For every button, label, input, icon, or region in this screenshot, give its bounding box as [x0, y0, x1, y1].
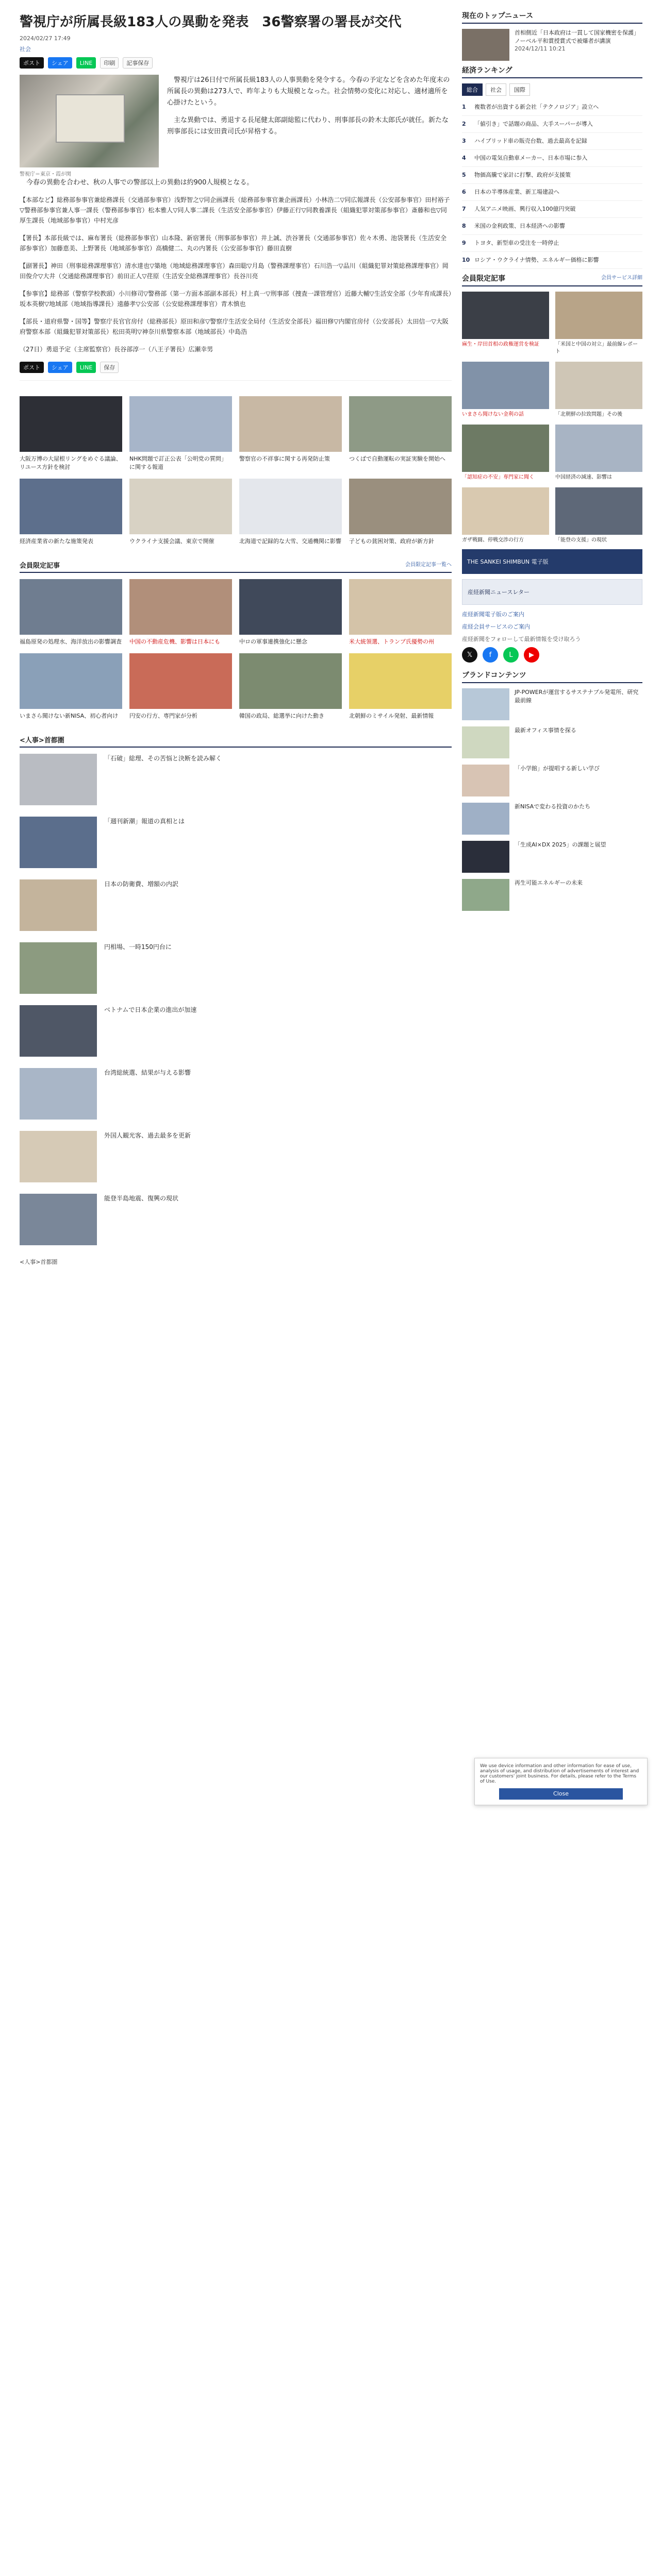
- roster-paragraph: 【部長・道府県警・国等】警察庁長官官房付（総務部長）原田和彦▽警察庁生活安全局付（生活安全部長）福田修▽内閣官房付（公安部長）太田信一▽大阪府警察本部（組織犯罪対策部長）松田英明▽神奈川県警察本部（地域部長）中島浩: [20, 318, 449, 335]
- ranking-item[interactable]: 4 中国の電気自動車メーカー、日本市場に参入: [462, 150, 642, 167]
- side-member-card[interactable]: ガザ戦闘、停戦交渉の行方: [462, 487, 549, 544]
- lead-text: [167, 75, 452, 177]
- footer-note: <人事>首都圏: [20, 1259, 58, 1265]
- ranking-heading: 経済ランキング: [462, 65, 642, 78]
- ranking-item[interactable]: 3 ハイブリッド車の販売台数、過去最高を記録: [462, 133, 642, 150]
- facebook-icon[interactable]: f: [483, 647, 498, 663]
- save-button[interactable]: 記事保存: [123, 57, 153, 69]
- photo-caption: 警視庁＝東京・霞が関: [20, 172, 71, 177]
- facebook-share-button[interactable]: シェア: [48, 362, 72, 373]
- list-item[interactable]: 「週刊新潮」報道の真相とは: [20, 817, 452, 868]
- facebook-share-button[interactable]: シェア: [48, 57, 72, 69]
- ranking-item[interactable]: 1 複数者が出資する新会社「テクノロジア」設立へ: [462, 99, 642, 116]
- cookie-text: We use device information and other information for ease of use, analysis of usage, and distribution of advertisements of interest and our customers' joint business. For details, please refer to the Terms of Use.: [480, 1764, 639, 1784]
- cookie-notice: [474, 1758, 648, 1805]
- side-member-card[interactable]: いまさら聞けない金利の話: [462, 362, 549, 418]
- tab-international[interactable]: 国際: [509, 83, 530, 96]
- member-guide-link[interactable]: 産経会員サービスのご案内: [462, 623, 530, 630]
- x-share-button[interactable]: ポスト: [20, 362, 44, 373]
- side-member-card[interactable]: 「認知症の不安」専門家に聞く: [462, 425, 549, 481]
- members-more-link[interactable]: 会員限定記事一覧へ: [405, 562, 452, 568]
- related-card[interactable]: 警察官の不祥事に関する再発防止策: [239, 396, 342, 471]
- list-item[interactable]: 日本の防衛費、増額の内訳: [20, 879, 452, 931]
- list-item[interactable]: 「石破」総理、その苦悩と決断を読み解く: [20, 754, 452, 805]
- side-members-grid: [462, 292, 642, 544]
- ranking-list: [462, 99, 642, 269]
- member-card[interactable]: 中ロの軍事連携強化に懸念: [239, 579, 342, 646]
- roster: [20, 195, 452, 354]
- article-tag[interactable]: 社会: [20, 46, 31, 53]
- topnews-item[interactable]: 首相側近「日本政府は一貫して国家機密を保護」ノーベル平和賞授賞式で被爆者が講演 2024/12/11 10:21: [462, 29, 642, 61]
- x-icon[interactable]: 𝕏: [462, 647, 477, 663]
- related-grid: [20, 396, 452, 546]
- side-member-card[interactable]: 麻生・岸田首相の政権運営を検証: [462, 292, 549, 355]
- pr-heading: ブランドコンテンツ: [462, 670, 642, 683]
- list-item[interactable]: 能登半島地震、復興の現状: [20, 1194, 452, 1245]
- line-share-button[interactable]: LINE: [76, 57, 96, 69]
- article-body: [20, 177, 452, 189]
- members-heading: 会員限定記事 会員限定記事一覧へ: [20, 560, 452, 573]
- article-date: 2024/02/27 17:49: [20, 35, 71, 42]
- topnews-heading: 現在のトップニュース: [462, 10, 642, 24]
- pr-item[interactable]: 最新オフィス事情を探る: [462, 726, 642, 758]
- member-card[interactable]: いまさら聞けない新NISA、初心者向け: [20, 653, 122, 720]
- member-card[interactable]: 米大統領選、トランプ氏優勢の州: [349, 579, 452, 646]
- share-bar-bottom: [20, 362, 452, 373]
- youtube-icon[interactable]: ▶: [524, 647, 539, 663]
- tab-society[interactable]: 社会: [486, 83, 506, 96]
- ranking-item[interactable]: 10 ロシア・ウクライナ情勢、エネルギー価格に影響: [462, 252, 642, 269]
- ranking-item[interactable]: 9 トヨタ、新型車の受注を一時停止: [462, 235, 642, 252]
- social-links: [462, 647, 642, 663]
- side-member-card[interactable]: 「米国と中国の対立」最前線レポート: [555, 292, 642, 355]
- article-photo: [20, 75, 159, 167]
- roster-paragraph: 【本部など】総務部参事官兼総務課長（交通部参事官）浅野智之▽同企画課長（総務部参事官兼企画課長）小林浩二▽同広報課長（公安部参事官）田村裕子▽警務部参事官兼人事一課長（警務部参事官）松本雅人▽同人事二課長（生活安全部参事官）伊藤正行▽同教養課長（組織犯罪対策部参事官）斎藤和也▽同厚生課長（地域部参事官）中村光彦: [20, 196, 450, 224]
- side-member-card[interactable]: 「北朝鮮の拉致問題」その後: [555, 362, 642, 418]
- pr-item[interactable]: 再生可能エネルギーの未来: [462, 879, 642, 911]
- member-card[interactable]: 中国の不動産危機、影響は日本にも: [129, 579, 232, 646]
- list-item[interactable]: 円相場、一時150円台に: [20, 942, 452, 994]
- paragraph: 主な異動では、勇退する長尾健太郎副総監に代わり、刑事部長の鈴木太郎氏が就任。新たな刑事部長には安田貴司氏が昇格する。: [167, 116, 449, 135]
- main-column: [20, 13, 452, 1266]
- related-card[interactable]: つくばで自動運転の実証実験を開始へ: [349, 396, 452, 471]
- print-button[interactable]: 印刷: [100, 57, 119, 69]
- x-share-button[interactable]: ポスト: [20, 57, 44, 69]
- more-heading: <人事>首都圏: [20, 735, 452, 748]
- list-item[interactable]: ベトナムで日本企業の進出が加速: [20, 1005, 452, 1057]
- save-button[interactable]: 保存: [100, 362, 119, 373]
- article-title: 警視庁が所属長級183人の異動を発表 36警察署の署長が交代: [20, 14, 402, 30]
- pr-list: [462, 688, 642, 911]
- share-bar: [20, 57, 452, 69]
- pr-item[interactable]: 「小学館」が提唱する新しい学び: [462, 765, 642, 796]
- related-card[interactable]: 経済産業省の新たな施策発表: [20, 479, 122, 546]
- member-card[interactable]: 北朝鮮のミサイル発射、最新情報: [349, 653, 452, 720]
- pr-item[interactable]: 新NISAで変わる投資のかたち: [462, 803, 642, 835]
- digital-edition-banner[interactable]: THE SANKEI SHIMBUN 電子版: [462, 549, 642, 574]
- sidebar: [462, 6, 642, 917]
- paragraph: 警視庁は26日付で所属長級183人の人事異動を発令する。今春の予定などを含めた年度末の所属長の異動は273人で、昨年よりも大規模となった。社会情勢の変化に対応し、適材適所を心掛けたという。: [167, 76, 450, 107]
- roster-paragraph: 【署長】本部長級では、麻布署長（総務部参事官）山本隆、新宿署長（刑事部参事官）井上誠、渋谷署長（交通部参事官）佐々木勇、池袋署長（生活安全部参事官）加藤恵美、上野署長（地域部参事官）高橋健二、丸の内署長（公安部参事官）藤田直樹: [20, 234, 447, 252]
- ranking-item[interactable]: 8 米国の金利政策、日本経済への影響: [462, 218, 642, 235]
- follow-label: 産経新聞をフォローして最新情報を受け取ろう: [462, 636, 581, 642]
- related-card[interactable]: 大阪万博の大屋根リングをめぐる議論、リユース方針を検討: [20, 396, 122, 471]
- news-list: [20, 754, 452, 1245]
- side-members-more-link[interactable]: 会員サービス詳細: [601, 275, 642, 281]
- ranking-item[interactable]: 6 日本の半導体産業、新工場建設へ: [462, 184, 642, 201]
- roster-paragraph: 【副署長】神田（刑事総務課理事官）清水達也▽築地（地域総務課理事官）森田聡▽月島（警務課理事官）石川浩一▽品川（組織犯罪対策総務課理事官）岡田俊介▽大井（交通総務課理事官）前田正人▽荏原（生活安全総務課理事官）長谷川亮: [20, 262, 449, 280]
- ad-strip: [20, 380, 452, 389]
- list-item[interactable]: 台湾総統選、結果が与える影響: [20, 1068, 452, 1120]
- related-card[interactable]: ウクライナ支援会議、東京で開催: [129, 479, 232, 546]
- line-share-button[interactable]: LINE: [76, 362, 96, 373]
- pr-item[interactable]: JP-POWERが運営するサステナブル発電所、研究最前線: [462, 688, 642, 720]
- line-icon[interactable]: L: [503, 647, 519, 663]
- newsletter-banner[interactable]: 産経新聞ニュースレター: [462, 579, 642, 605]
- members-grid: [20, 579, 452, 720]
- ranking-item[interactable]: 2 「値引き」で話題の商品、大手スーパーが導入: [462, 116, 642, 133]
- side-members-heading: 会員限定記事 会員サービス詳細: [462, 273, 642, 286]
- paragraph: 今春の異動を合わせ、秋の人事での警部以上の異動は約900人規模となる。: [26, 179, 254, 187]
- related-card[interactable]: 北海道で記録的な大雪、交通機関に影響: [239, 479, 342, 546]
- ranking-item[interactable]: 5 物価高騰で家計に打撃、政府が支援策: [462, 167, 642, 184]
- pr-item[interactable]: 「生成AI×DX 2025」の課題と展望: [462, 841, 642, 873]
- topnews-thumb: [462, 29, 509, 61]
- ranking-tabs: [462, 83, 642, 96]
- related-card[interactable]: NHK問題で訂正公表「公明党の質問」に関する報道: [129, 396, 232, 471]
- member-card[interactable]: 円安の行方、専門家が分析: [129, 653, 232, 720]
- ranking-item[interactable]: 7 人気アニメ映画、興行収入100億円突破: [462, 201, 642, 218]
- roster-paragraph: （27日）勇退予定（主席監察官）長谷部淳一（八王子署長）広瀬幸男: [20, 346, 213, 353]
- digital-guide-link[interactable]: 産経新聞電子版のご案内: [462, 611, 524, 618]
- cookie-close-button[interactable]: Close: [499, 1788, 623, 1800]
- tab-general[interactable]: 総合: [462, 83, 483, 96]
- lead-section: [20, 75, 452, 177]
- related-card[interactable]: 子どもの貧困対策、政府が新方針: [349, 479, 452, 546]
- list-item[interactable]: 外国人観光客、過去最多を更新: [20, 1131, 452, 1182]
- side-member-card[interactable]: 「能登の支援」の現状: [555, 487, 642, 544]
- side-member-card[interactable]: 中国経済の減速、影響は: [555, 425, 642, 481]
- member-card[interactable]: 福島原発の処理水、海洋放出の影響調査: [20, 579, 122, 646]
- roster-paragraph: 【参事官】総務部（警察学校教頭）小川修司▽警務部（第一方面本部副本部長）村上真一▽刑事部（捜査一課管理官）近藤大輔▽生活安全部（少年育成課長）坂本英樹▽地域部（地域指導課長）遠藤孝▽公安部（公安総務課理事官）青木慎也: [20, 290, 452, 308]
- member-card[interactable]: 韓国の政局、総選挙に向けた動き: [239, 653, 342, 720]
